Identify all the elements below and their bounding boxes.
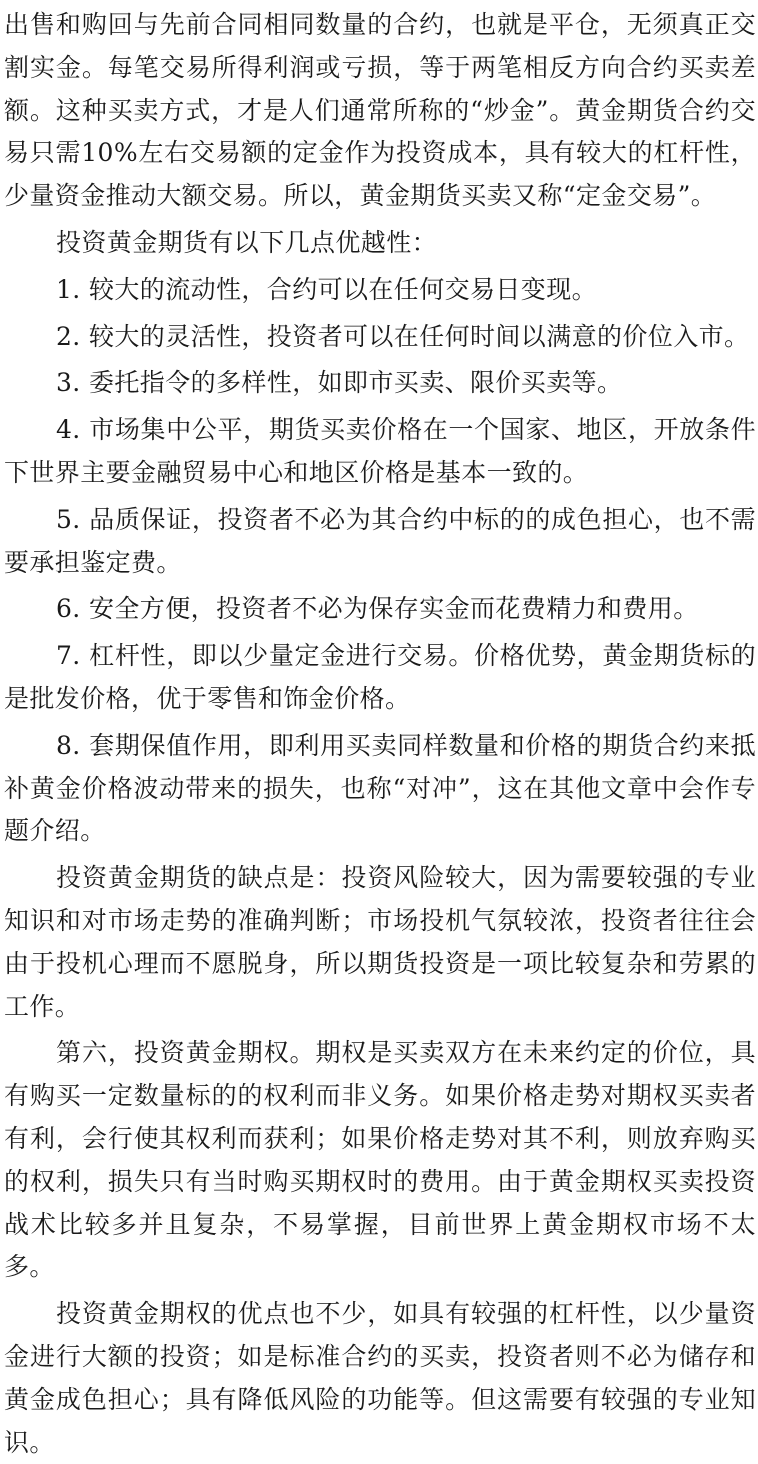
list-item-hedging: 8. 套期保值作用，即利用买卖同样数量和价格的期货合约来抵补黄金价格波动带来的损失，也称“对冲”，这在其他文章中会作专题介绍。 — [4, 730, 756, 846]
list-item-quality-assurance: 5. 品质保证，投资者不必为其合约中标的的成色担心，也不需要承担鉴定费。 — [4, 504, 756, 577]
paragraph-advantages-intro: 投资黄金期货有以下几点优越性： — [56, 227, 438, 257]
list-item-fair-market: 4. 市场集中公平，期货买卖价格在一个国家、地区，开放条件下世界主要金融贸易中心和地区价格是基本一致的。 — [4, 415, 756, 487]
paragraph-options-advantages: 投资黄金期权的优点也不少，如具有较强的杠杆性，以少量资金进行大额的投资；如是标准合约的买卖，投资者则不必为储存和黄金成色担心；具有降低风险的功能等。但这需要有较强的专业知识。 — [4, 1299, 756, 1457]
paragraph-gold-options: 第六，投资黄金期权。期权是买卖双方在未来约定的价位，具有购买一定数量标的的权利而非义务。如果价格走势对期权买卖者有利，会行使其权利而获利；如果价格走势对其不利，则放弃购买的权利，损失只有当时购买期权时的费用。由于黄金期权买卖投资战术比较多并且复杂，不易掌握，目前世界上黄金期权市场不太多。 — [4, 1038, 756, 1282]
paragraph-futures-disadvantages: 投资黄金期货的缺点是：投资风险较大，因为需要较强的专业知识和对市场走势的准确判断；市场投机气氛较浓，投资者往往会由于投机心理而不愿脱身，所以期货投资是一项比较复杂和劳累的工作。 — [4, 863, 756, 1021]
list-item-safety: 6. 安全方便，投资者不必为保存实金而花费精力和费用。 — [56, 594, 699, 624]
list-item-leverage: 7. 杠杆性，即以少量定金进行交易。价格优势，黄金期货标的是批发价格，优于零售和饰金价格。 — [4, 641, 756, 713]
paragraph-continuation: 出售和购回与先前合同相同数量的合约，也就是平仓，无须真正交割实金。每笔交易所得利润或亏损，等于两笔相反方向合约买卖差额。这种买卖方式，才是人们通常所称的“炒金”。黄金期货合约交易只需10%左右交易额的定金作为投资成本，具有较大的杠杆性，少量资金推动大额交易。所以，黄金期货买卖又称“定金交易”。 — [4, 10, 756, 211]
list-item-flexibility: 2. 较大的灵活性，投资者可以在任何时间以满意的价位入市。 — [56, 321, 750, 351]
list-item-order-variety: 3. 委托指令的多样性，如即市买卖、限价买卖等。 — [56, 368, 623, 398]
list-item-liquidity: 1. 较大的流动性，合约可以在任何交易日变现。 — [56, 274, 598, 304]
document-page — [4, 4, 756, 1464]
